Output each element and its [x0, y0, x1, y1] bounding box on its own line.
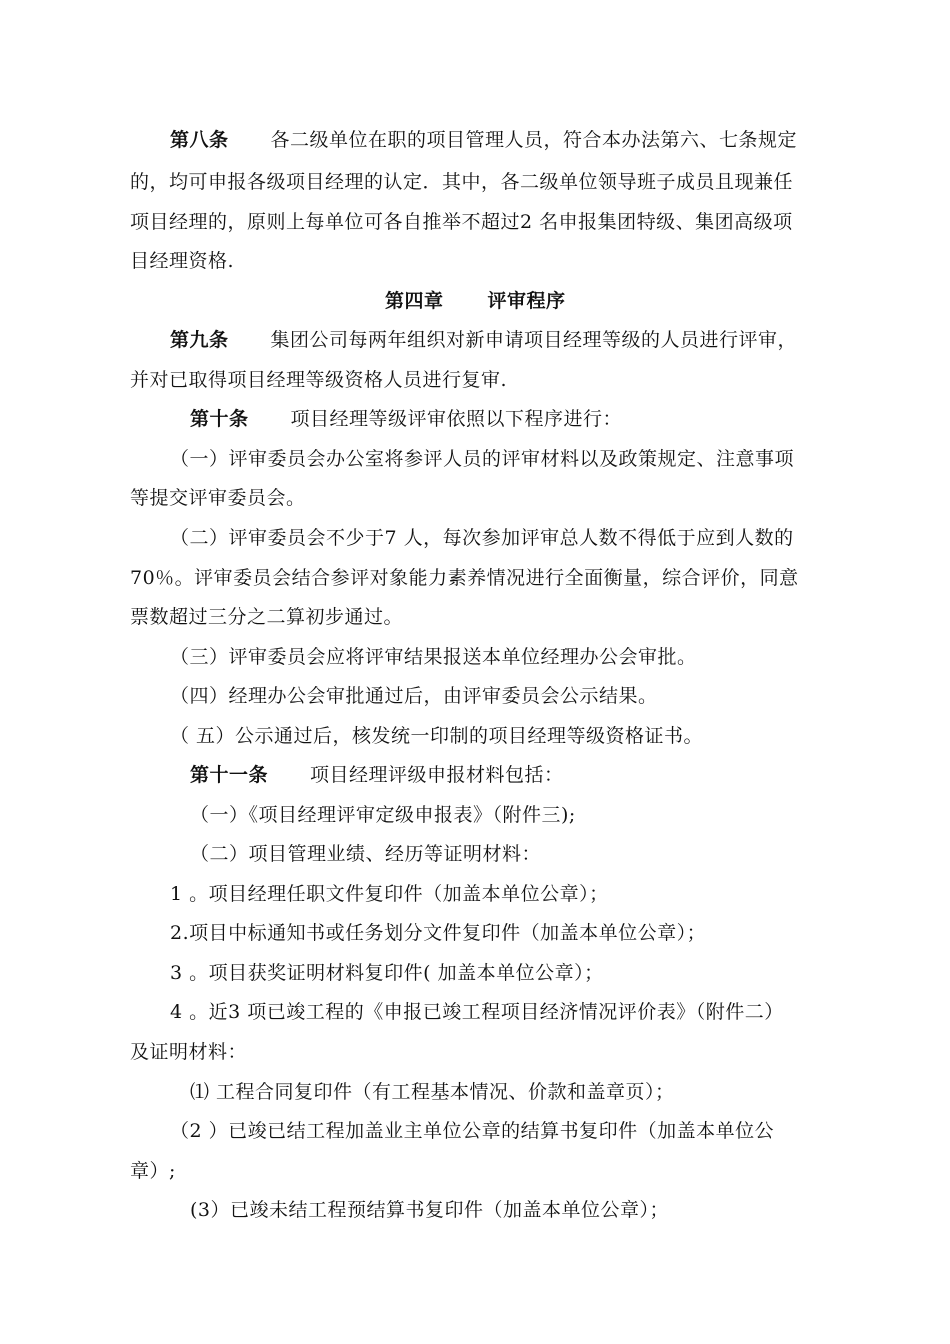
article-11-sub-4-item-1: ⑴ 工程合同复印件（有工程基本情况、价款和盖章页）；: [190, 1081, 675, 1103]
article-11-item-2: （二）项目管理业绩、经历等证明材料：: [190, 843, 542, 865]
article-10-line-1: [190, 407, 622, 431]
article-11-label: 第十一条: [190, 764, 269, 786]
article-10-item-1-line-1: （一）评审委员会办公室将参评人员的评审材料以及政策规定、注意事项: [170, 448, 795, 470]
article-9-line-1: [170, 328, 797, 352]
chapter-title: 评审程序: [487, 290, 566, 312]
article-9-text: 集团公司每两年组织对新申请项目经理等级的人员进行评审，: [270, 329, 798, 351]
article-9-line-2: 并对已取得项目经理等级资格人员进行复审.: [130, 369, 508, 391]
article-8-line-3: 项目经理的，原则上每单位可各自推举不超过2 名申报集团特级、集团高级项: [130, 211, 793, 233]
article-10-item-1-line-2: 等提交评审委员会。: [130, 487, 306, 509]
article-11-item-1: （一）《项目经理评审定级申报表》（附件三);: [190, 804, 576, 826]
article-10-item-4: （四）经理办公会审批通过后，由评审委员会公示结果。: [170, 685, 658, 707]
article-9-label: 第九条: [170, 329, 229, 351]
article-8-text: 各二级单位在职的项目管理人员，符合本办法第六、七条规定: [270, 129, 798, 151]
article-8-line-2: 的，均可申报各级项目经理的认定．其中，各二级单位领导班子成员且现兼任: [130, 171, 794, 193]
article-10-item-2-line-1: （二）评审委员会不少于7 人，每次参加评审总人数不得低于应到人数的: [170, 527, 794, 549]
article-11-sub-4-item-2-line-1: （2 ）已竣已结工程加盖业主单位公章的结算书复印件（加盖本单位公: [170, 1120, 775, 1142]
article-11-sub-3: 3 。项目获奖证明材料复印件( 加盖本单位公章）；: [170, 962, 604, 984]
article-10-item-2-line-3: 票数超过三分之二算初步通过。: [130, 606, 404, 628]
article-11-sub-4-line-1: 4 。近3 项已竣工程的《申报已竣工程项目经济情况评价表》（附件二）: [170, 1001, 784, 1023]
chapter-label: 第四章: [385, 290, 444, 312]
article-11-line-1: [190, 763, 564, 787]
article-10-label: 第十条: [190, 408, 249, 430]
article-10-item-3: （三）评审委员会应将评审结果报送本单位经理办公会审批。: [170, 646, 697, 668]
chapter-heading: [385, 289, 566, 313]
article-11-text: 项目经理评级申报材料包括：: [310, 764, 564, 786]
article-11-sub-4-item-3: (3）已竣未结工程预结算书复印件（加盖本单位公章）；: [190, 1199, 670, 1221]
article-8-line-1: [170, 128, 797, 152]
article-8-label: 第八条: [170, 129, 229, 151]
article-11-sub-1: 1 。项目经理任职文件复印件（加盖本单位公章）；: [170, 883, 609, 905]
article-10-item-5: （ 五）公示通过后，核发统一印制的项目经理等级资格证书。: [170, 725, 704, 747]
article-10-item-2-line-2: 70％。评审委员会结合参评对象能力素养情况进行全面衡量，综合评价，同意: [130, 567, 799, 589]
article-11-sub-4-item-2-line-2: 章）;: [130, 1160, 176, 1182]
article-10-text: 项目经理等级评审依照以下程序进行：: [290, 408, 623, 430]
article-11-sub-2: 2.项目中标通知书或任务划分文件复印件（加盖本单位公章）；: [170, 922, 707, 944]
article-8-line-4: 目经理资格.: [130, 250, 235, 272]
article-11-sub-4-line-2: 及证明材料：: [130, 1041, 248, 1063]
